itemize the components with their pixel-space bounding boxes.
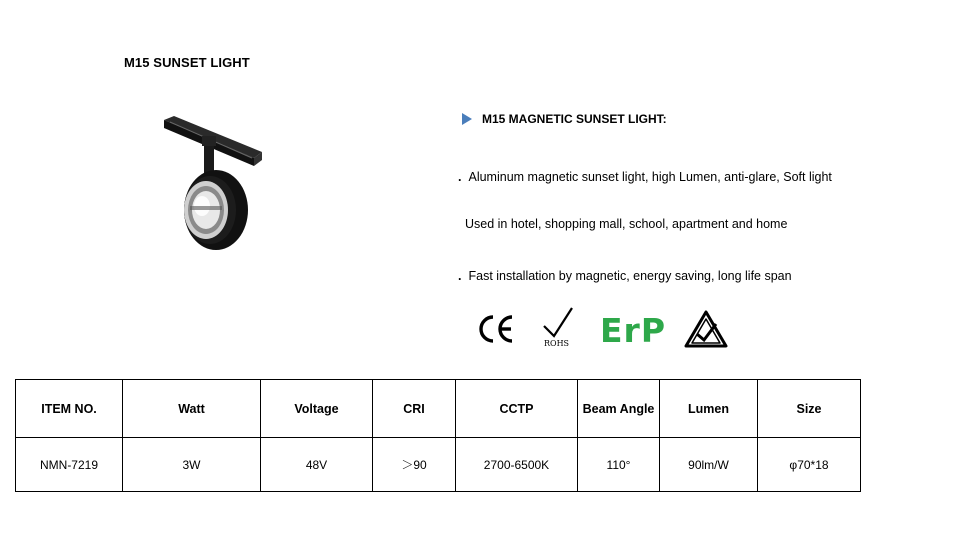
feature-line-1 [458, 170, 832, 184]
feature-text: Fast installation by magnetic, energy saving, long life span [468, 269, 792, 283]
rcm-check-icon [684, 310, 728, 350]
header-beam-angle: Beam Angle [578, 380, 660, 438]
header-cctp: CCTP [456, 380, 578, 438]
cell-item-no: NMN-7219 [16, 438, 123, 492]
feature-heading [462, 112, 667, 126]
cell-beam-angle: 110° [578, 438, 660, 492]
cell-lumen: 90lm/W [660, 438, 758, 492]
feature-text: Used in hotel, shopping mall, school, apartment and home [465, 217, 788, 231]
erp-mark: ErP [600, 311, 667, 350]
header-lumen: Lumen [660, 380, 758, 438]
feature-text: Aluminum magnetic sunset light, high Lumen, anti-glare, Soft light [468, 170, 832, 184]
rohs-label: ROHS [544, 339, 570, 348]
header-cri: CRI [373, 380, 456, 438]
product-image [160, 110, 268, 254]
cell-voltage: 48V [261, 438, 373, 492]
header-watt: Watt [123, 380, 261, 438]
feature-line-2 [465, 217, 787, 231]
cell-cri: ＞90 [373, 438, 456, 492]
header-voltage: Voltage [261, 380, 373, 438]
feature-line-3 [458, 269, 792, 283]
page-title: M15 SUNSET LIGHT [124, 55, 250, 70]
table-row [16, 438, 861, 492]
rohs-mark-icon [540, 306, 584, 350]
cell-size: φ70*18 [758, 438, 861, 492]
feature-heading-text: M15 MAGNETIC SUNSET LIGHT: [482, 112, 667, 126]
header-size: Size [758, 380, 861, 438]
table-header-row [16, 380, 861, 438]
feature-bullet: . [458, 170, 462, 184]
cell-cctp: 2700-6500K [456, 438, 578, 492]
triangle-bullet-icon [462, 113, 472, 125]
header-item-no: ITEM NO. [16, 380, 123, 438]
feature-bullet: . [458, 269, 462, 283]
cell-watt: 3W [123, 438, 261, 492]
ce-mark-icon [476, 312, 516, 346]
spec-table [15, 379, 861, 492]
